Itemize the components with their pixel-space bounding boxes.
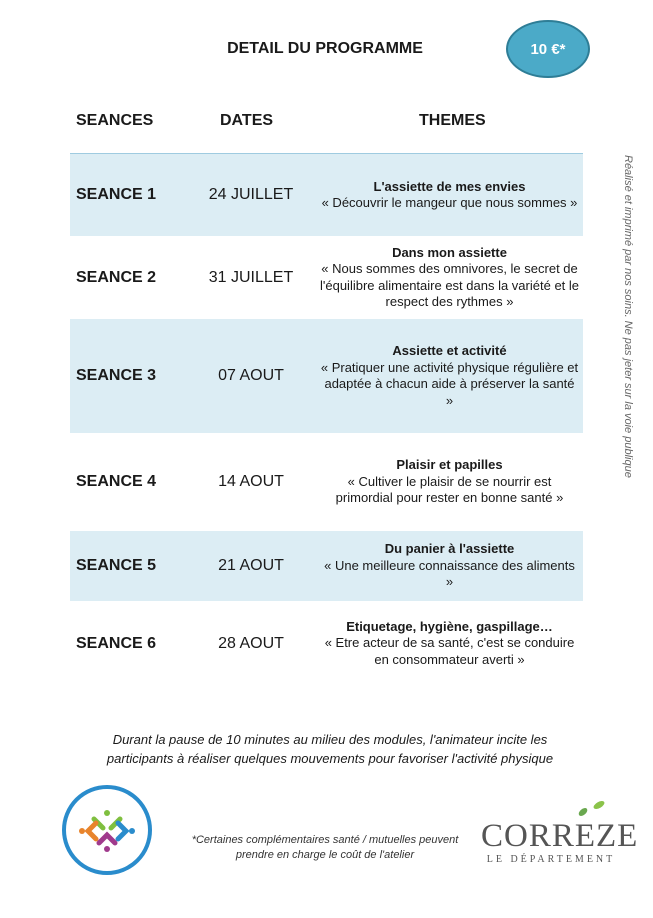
table-row [70,531,583,601]
theme-title: L'assiette de mes envies [373,178,526,194]
conference-financeurs-logo [62,785,152,875]
seance-date: 24 JUILLET [208,186,294,203]
theme-text: « Découvrir le mangeur que nous sommes » [321,195,578,210]
theme-text: « Une meilleure connaissance des aliments » [324,557,575,590]
table-row [70,236,583,319]
seance-theme [316,245,583,311]
table-row [70,154,583,236]
theme-title: Etiquetage, hygiène, gaspillage… [346,618,553,634]
theme-title: Dans mon assiette [392,244,507,260]
correze-logo [481,800,639,865]
theme-title: Plaisir et papilles [396,457,503,473]
table-row [70,433,583,531]
header-themes: THEMES [419,112,486,129]
seance-date: 21 AOUT [218,557,284,574]
theme-text: « Nous sommes des omnivores, le secret de l'équilibre alimentaire est dans la variété et le respect des rythmes » [320,261,580,309]
leaf-icon [571,798,611,820]
seance-date: 31 JUILLET [208,268,294,286]
program-table [70,153,583,686]
table-row [70,319,583,433]
seance-label: SEANCE 3 [76,367,157,384]
theme-text: « Etre acteur de sa santé, c'est se conduire en consommateur averti » [324,635,575,667]
correze-subtitle: LE DÉPARTEMENT [486,854,616,865]
page-title: DETAIL DU PROGRAMME [227,40,423,57]
seance-theme [316,179,583,212]
seance-theme [316,343,583,409]
price-badge: 10 €* [506,20,590,78]
theme-text: « Pratiquer une activité physique régulière et adaptée à chacun aide à préserver la santé » [320,359,579,408]
header-dates: DATES [220,112,274,129]
seance-theme [316,541,583,591]
seance-theme [316,457,583,507]
seance-label: SEANCE 4 [76,473,157,490]
theme-title: Assiette et activité [392,343,507,358]
table-row [70,601,583,686]
correze-name: CORREZE [481,818,639,854]
header-seances: SEANCES [76,112,154,129]
theme-text: « Cultiver le plaisir de se nourrir est primordial pour rester en bonne santé » [335,473,564,506]
seance-label: SEANCE 2 [76,268,157,286]
theme-title: Du panier à l'assiette [384,541,515,557]
activity-note: Durant la pause de 10 minutes au milieu des modules, l'animateur incite les participants à réaliser quelques mouvements pour favoriser l'activité physique [106,732,554,766]
seance-label: SEANCE 5 [76,557,157,574]
footnote: *Certaines complémentaires santé / mutuelles peuvent prendre en charge le coût de l'atelier [191,834,459,861]
seance-theme [316,619,583,669]
seance-date: 28 AOUT [218,634,284,652]
logo-emblem-icon [66,789,148,871]
seance-date: 14 AOUT [218,473,284,490]
seance-label: SEANCE 6 [76,634,157,652]
side-disclaimer: Réalisé et imprimé par nos soins. Ne pas jeter sur la voie publique [622,155,634,478]
seance-date: 07 AOUT [218,367,284,384]
seance-label: SEANCE 1 [76,186,157,203]
